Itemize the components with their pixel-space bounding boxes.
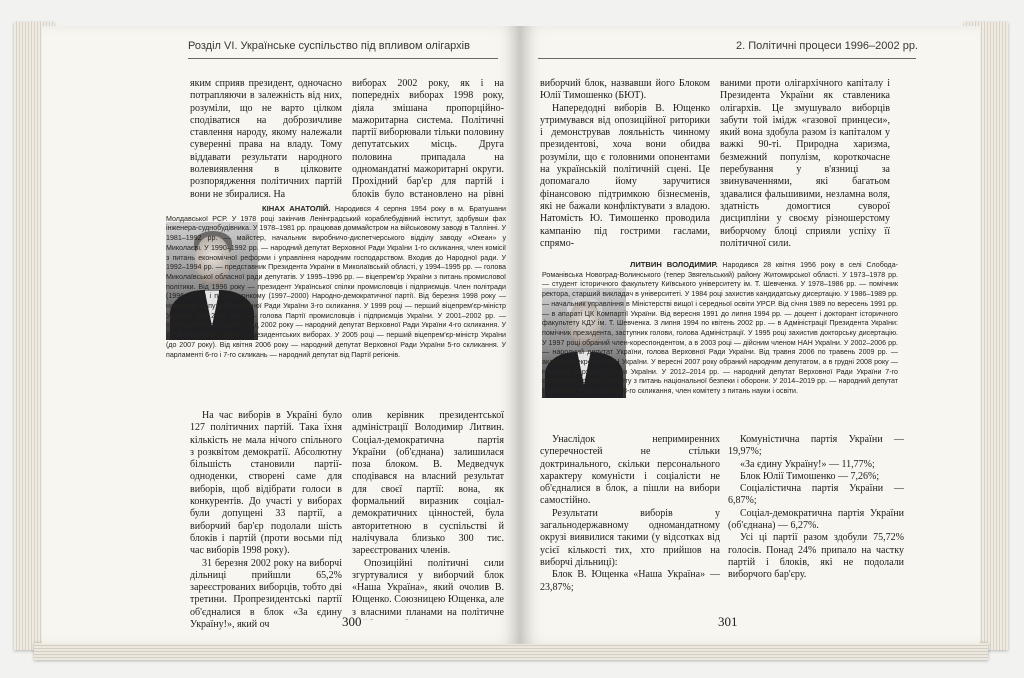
- bio-text: Народився 28 квітня 1956 року в селі Слобода-Романівська Новоград-Волинського (тепер Звягельський) району Житомирської області. У 1973–1978 рр. — студент історичного факультету Київського університету ім. Т. Шевченка. У 1978–1986 рр. — помічник ректора, старший викладач в університеті. У 1984 році захистив кандидатську дисертацію. У 1986–1989 рр. — начальник управління в Міністерстві вищої і середньої освіти УРСР. Від січня 1989 по вересень 1991 рр. — в апараті ЦК Компартії України. Від вересня 1991 до липня 1994 рр. — доцент і докторант історичного факультету КДУ ім. Т. Шевченка. З липня 1994 по квітень 2002 рр. — в Адміністрації Президента України: помічник президента, заступник голови, голова Адміністрації. У 1995 році захистив докторську дисертацію. У 1997 році обраний член-кореспондентом, а в 2003 році — дійсним членом НАН України. У 2002–2006 рр. — народний депутат України, голова Верховної Ради України. Від травня 2006 по травень 2009 рр. — академік-секретар НАН України. У вересні 2007 року обраний народним депутатом, а в грудні 2008 року — головою Верховної Ради України. У 2012–2014 рр. — народний депутат Верховної Ради України 7-го скликання, голова комітету з питань національної безпеки і оборони. У 2014–2019 рр. — народний депутат Верховної Ради України 8-го скликання, член комітету з питань науки і освіти.: [542, 261, 898, 396]
- paragraph: Напередодні виборів В. Ющенко утримувався від опозиційної риторики і демонстрував лояльність чинному президентові, хоча вони обидва розуміли, що є головними опонентами на українській політичній сцені. Це допомагало йому заручитися фінансовою підтримкою бізнесменів, які не бажали конфліктувати з владою. Натомість Ю. Тимошенко проводила кампанію під гострими гаслами, спрямо-: [540, 102, 710, 249]
- paragraph: ваними проти олігархічного капіталу і Президента України як ставленика олігархів. Це змушувало виборців забути той імідж «газової принцеси», який вона здобула разом із капіталом у важкі 90-ті. Природна харизма, безмежний популізм, короткочасне перебування у в'язниці за звинуваченнями, які багатьом здавалися фальшивими, незламна воля, здатність домогтися суворої дисципліни у своєму різношерстому виборчому блоці сприяли успіху її політичної сили.: [720, 78, 890, 249]
- paragraph: яким сприяв президент, одночасно потрапляючи в залежність від них, розуміли, що не варто цілком сподіватися на доброзичливе ставлення народу, якому належали суверенні права на владу. Тому віддавати результати народного волевиявлення в цілковите розпорядження політичних партій вони не збиралися. На: [190, 78, 342, 200]
- paragraph: Унаслідок непримиренних суперечностей не стільки доктринального, скільки персонального характеру комуністи і соціалісти не об'єдналися в блок, а пішли на вибори самостійно.: [540, 434, 720, 507]
- left-col2-bottom: [352, 410, 504, 620]
- right-col1-bottom: [540, 434, 720, 622]
- bio-text: Народився 4 серпня 1954 року в м. Братушани Молдавської РСР. У 1978 році закінчив Ленінградський кораблебудівний інститут, здобувши фах інженера-суднобудівника. У 1978–1981 рр. працював доммайстром на військовому заводі в Таллінні. У 1981–1992 рр. — майстер, начальник виробничо-диспетчерського відділу заводу «Океан» у Миколаєві. У 1990–1992 рр. — народний депутат Верховної Ради України 1-го скликання, член комісії з питань економічної реформи і управління народним господарством. Входив до Народної ради. У 1992–1994 рр. — представник Президента України в Миколаївській області, у 1994–1995 рр. — голова Миколаївської обласної ради депутатів. У 1995–1996 рр. — віцепрем'єр України з питань промислової політики. Від 1996 року — президент Української спілки промисловців і підприємців. Член політради (1996–2000) і політвиконкому (1997–2000) Народно-демократичної партії. Від березня 1998 року — народний депутат Верховної Ради України 3-го скликання. У 1999 році — перший віцепрем'єр-міністр України. Від 2000 року — голова Партії промисловців і підприємців України. У 2001–2002 рр. — прем'єр-міністр України. Від 2002 року — народний депутат Верховної Ради України 4-го скликання. У 2004 році взяв участь у президентських виборах. У 2005 році — перший віцепрем'єр-міністр України (до 2007 року). Від квітня 2006 року — народний депутат Верховної Ради України 5-го скликання. У парламенті 6-го і 7-го скликань — народний депутат від Партії регіонів.: [166, 205, 506, 359]
- right-col2-top: [720, 78, 890, 254]
- page-edges-bottom: [34, 642, 988, 660]
- left-page: [42, 26, 520, 644]
- header-rule: [538, 58, 916, 59]
- paragraph: Опозиційні політичні сили згуртувалися у виборчий блок «Наша Україна», який очолив В. Ющенко. Союзницею Ющенка, але з власними планами на політичне: [352, 557, 504, 618]
- result-item: Соціал-демократична партія України (об'єднана) — 6,27%.: [728, 507, 904, 532]
- open-book: [14, 8, 1008, 664]
- paragraph: 31 березня 2002 року на виборчі дільниці прийшли 65,2% зареєстрованих виборців, тобто дві третини. Пропрезидентські партії об'єдналися в блок «За єдину Україну!», який оч: [190, 557, 342, 631]
- bio-lytvyn: [542, 260, 898, 426]
- left-col1-bottom: [190, 410, 342, 634]
- paragraph: Блок В. Ющенка «Наша Україна» — 23,87%;: [540, 569, 720, 593]
- left-col2-top: [352, 78, 504, 202]
- result-item: Соціалістична партія України — 6,87%;: [728, 483, 904, 507]
- running-head-left: Розділ VI. Українське суспільство під впливом олігархів: [188, 40, 470, 52]
- running-head-right: 2. Політичні процеси 1996–2002 рр.: [736, 40, 918, 52]
- result-item: Комуністична партія України — 19,97%;: [728, 434, 904, 458]
- paragraph: олив керівник президентської адміністрації Володимир Литвин. Соціал-демократична партія України (об'єднана) залишилася поза блоком. В. Медведчук сподівався на власний результат для своєї партії: вона, як формальний виразник соціал-демократичних цінностей, була авторитетною в суспільстві й налічувала близько 300 тис. зареєстрованих членів.: [352, 410, 504, 557]
- right-col1-top: [540, 78, 710, 254]
- paragraph: Усі ці партії разом здобули 75,72% голосів. Понад 24% припало на частку партій і блоків, які не подолали виборчого бар'єру.: [728, 532, 904, 581]
- right-col2-bottom: [728, 434, 904, 622]
- result-item: «За єдину Україну!» — 11,77%;: [740, 458, 875, 470]
- paragraph: На час виборів в Україні було 127 політичних партій. Така їхня кількість не мала нічого спільного з розквітом демократії. Абсолютну більшість становили партії-одноденки, створені саме для виборів, щоб відібрати голоси в конкурентів. До участі у виборах були допущені 33 партії, а виборчий бар'єр подолали шість блоків і партій (проти восьми під час виборів 1998 року).: [190, 410, 342, 557]
- result-item: Блок Юлії Тимошенко — 7,26%;: [740, 470, 880, 482]
- right-page: [520, 26, 980, 644]
- bio-name: КІНАХ АНАТОЛІЙ.: [262, 204, 331, 213]
- page-number-right: 301: [718, 614, 738, 629]
- page-number-left: 300: [342, 614, 362, 629]
- paragraph: виборчий блок, назвавши його Блоком Юлії Тимошенко (БЮТ).: [540, 78, 710, 102]
- header-rule: [188, 58, 498, 59]
- left-col1-top: [190, 78, 342, 202]
- paragraph: Результати виборів у загальнодержавному одномандатному окрузі виявилися такими (у відсотках від усієї кількості тих, хто прийшов на виборчі дільниці):: [540, 507, 720, 568]
- bio-name: ЛИТВИН ВОЛОДИМИР.: [630, 260, 718, 269]
- bio-kinakh: [166, 204, 506, 400]
- paragraph: виборах 2002 року, як і на попередніх виборах 1998 року, діяла змішана пропорційно-мажоритарна система. Політичні партії виборювали тільки половину депутатських місць. Друга половина припадала на одномандатні мажоритарні округи. Прохідний бар'єр для партій і блоків було встановлено на рівні: [352, 78, 504, 200]
